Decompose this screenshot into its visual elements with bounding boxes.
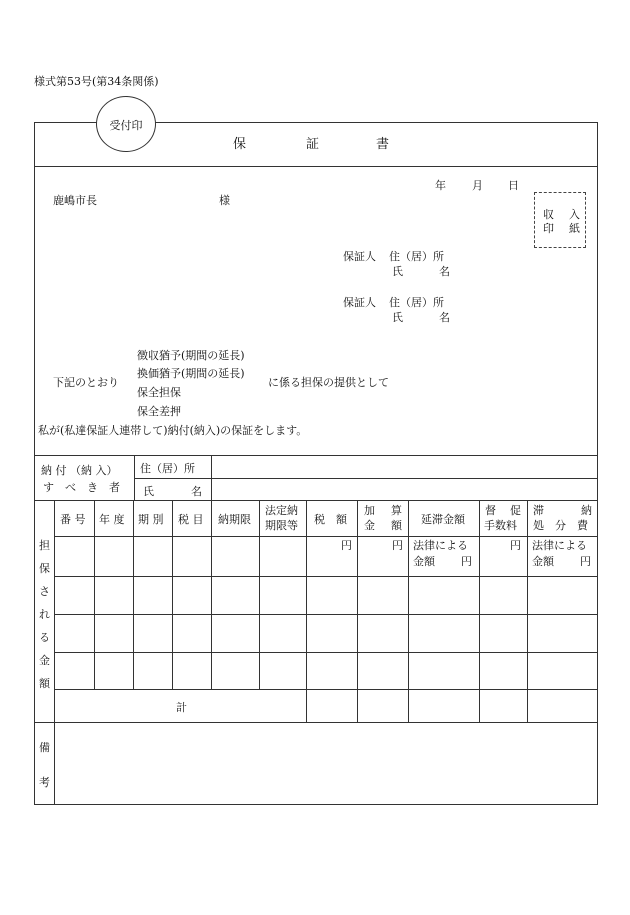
table-col-line	[172, 500, 173, 689]
remarks-char: 考	[39, 776, 50, 789]
unit-amount: 金額	[413, 555, 435, 568]
title-divider	[34, 166, 598, 167]
table-col-line	[94, 500, 95, 689]
date-day: 日	[508, 179, 519, 192]
purpose-option: 換価猶予(期間の延長)	[137, 367, 245, 380]
table-col-line	[259, 500, 260, 689]
payer-address-label: 住（居）所	[140, 462, 195, 475]
side-label-char: 保	[39, 562, 50, 575]
title-char-1: 保	[233, 137, 247, 152]
col-header-legal-due: 期限等	[265, 519, 298, 532]
table-col-line	[527, 500, 528, 722]
purpose-option: 保全差押	[137, 405, 181, 418]
revenue-stamp-text: 紙	[569, 222, 580, 235]
form-number: 様式第53号(第34条関係)	[34, 75, 159, 88]
table-row-line	[54, 576, 598, 577]
col-header-fee: 促	[510, 504, 521, 517]
col-header-tax-item: 税 目	[178, 513, 204, 526]
guarantor-label: 保証人	[343, 250, 376, 263]
table-col-line	[211, 500, 212, 689]
outer-border-right	[597, 122, 598, 805]
col-header-year: 年 度	[99, 513, 125, 526]
table-row-line	[54, 689, 598, 690]
outer-border-bottom	[34, 804, 598, 805]
table-row-line	[54, 652, 598, 653]
title-char-2: 証	[306, 137, 320, 152]
guarantor-address-label: 住（居）所	[389, 296, 444, 309]
table-col-line	[306, 500, 307, 722]
payer-label-line1: 納 付 （納 入）	[41, 464, 118, 477]
payer-name-label: 名	[191, 485, 202, 498]
guarantor-address-label: 住（居）所	[389, 250, 444, 263]
side-label-char: さ	[39, 585, 50, 598]
unit-by-law: 法律による	[532, 539, 587, 552]
col-header-fee: 手数料	[484, 519, 517, 532]
section-divider	[34, 500, 598, 501]
section-divider	[34, 455, 598, 456]
table-bottom-line	[34, 722, 598, 723]
side-label-char: 金	[39, 654, 50, 667]
col-header-number: 番 号	[60, 513, 86, 526]
col-header-additional: 加	[364, 504, 375, 517]
unit-yen: 円	[580, 555, 591, 568]
table-col-line	[479, 500, 480, 722]
revenue-stamp-box	[534, 192, 586, 248]
payer-label-line2: す べ き 者	[43, 481, 120, 494]
col-header-additional: 算	[391, 504, 402, 517]
date-year: 年	[435, 179, 446, 192]
revenue-stamp-text: 入	[569, 208, 580, 221]
guarantor-label: 保証人	[343, 296, 376, 309]
side-label-char: る	[39, 631, 50, 644]
payer-name-label: 氏	[143, 485, 154, 498]
guarantor-name-label: 氏	[392, 311, 403, 324]
remarks-divider	[54, 722, 55, 804]
guarantor-name-label: 名	[439, 265, 450, 278]
outer-border-left	[34, 122, 35, 805]
purpose-option: 保全担保	[137, 386, 181, 399]
title-char-3: 書	[376, 137, 390, 152]
col-header-due: 納期限	[218, 513, 251, 526]
reception-stamp	[96, 96, 156, 152]
guarantor-name-label: 名	[439, 311, 450, 324]
col-header-delinquency: 延滞金額	[421, 513, 465, 526]
revenue-stamp-text: 印	[543, 222, 554, 235]
side-label-char: 担	[39, 539, 50, 552]
total-label: 計	[176, 701, 187, 714]
guarantor-name-label: 氏	[392, 265, 403, 278]
col-header-legal-due: 法定納	[265, 504, 298, 517]
col-header-tax-amount: 税 額	[314, 513, 347, 526]
purpose-prefix: 下記のとおり	[53, 376, 119, 389]
col-header-disposal: 納	[581, 504, 592, 517]
reception-stamp-label: 受付印	[109, 119, 143, 132]
guarantee-statement: 私が(私達保証人連帯して)納付(納入)の保証をします。	[38, 424, 308, 437]
col-header-disposal: 処 分 費	[533, 519, 588, 532]
unit-yen: 円	[461, 555, 472, 568]
unit-amount: 金額	[532, 555, 554, 568]
date-month: 月	[472, 179, 483, 192]
col-header-disposal: 滞	[533, 504, 544, 517]
addressee-name: 鹿嶋市長	[53, 194, 97, 207]
addressee-honorific: 様	[219, 194, 230, 207]
table-row-line	[54, 614, 598, 615]
purpose-suffix: に係る担保の提供として	[268, 376, 389, 389]
col-header-additional: 金	[364, 519, 375, 532]
col-header-period: 期 別	[138, 513, 164, 526]
unit-yen: 円	[341, 539, 352, 552]
table-col-line	[133, 500, 134, 689]
remarks-char: 備	[39, 741, 50, 754]
table-col-line	[408, 500, 409, 722]
unit-yen: 円	[392, 539, 403, 552]
col-header-additional: 額	[391, 519, 402, 532]
unit-yen: 円	[510, 539, 521, 552]
purpose-option: 徴収猶予(期間の延長)	[137, 349, 245, 362]
col-header-fee: 督	[485, 504, 496, 517]
payer-row-divider	[134, 478, 598, 479]
side-label-char: れ	[39, 608, 50, 621]
side-label-char: 額	[39, 677, 50, 690]
table-row-line	[54, 536, 598, 537]
revenue-stamp-text: 収	[543, 208, 554, 221]
unit-by-law: 法律による	[413, 539, 468, 552]
table-col-line	[357, 500, 358, 722]
